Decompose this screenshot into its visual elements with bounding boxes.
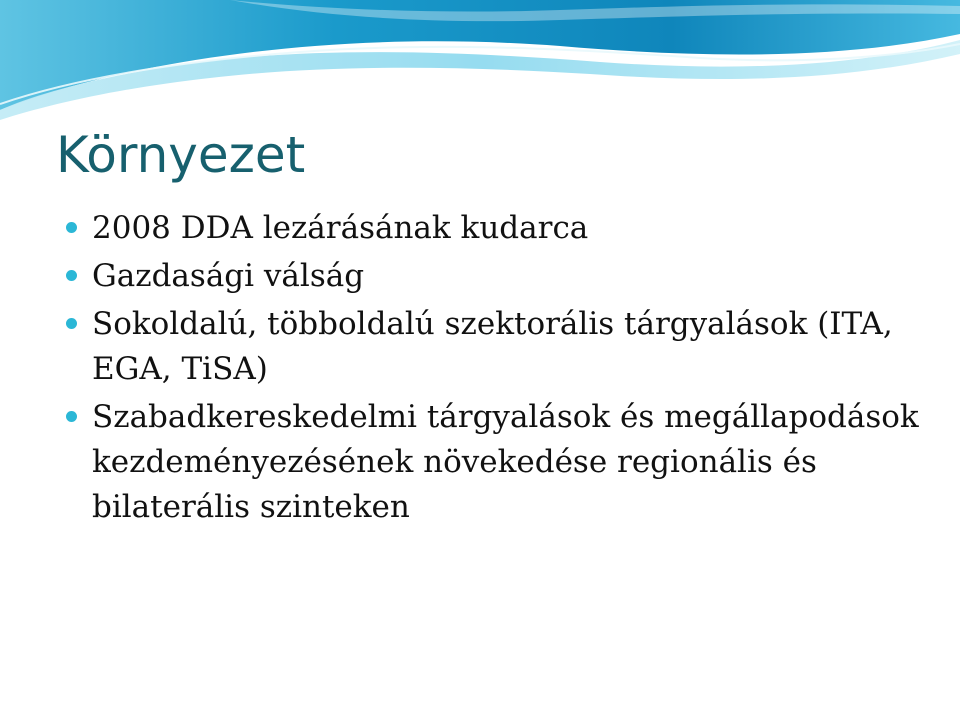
- bullet-icon: [66, 318, 77, 329]
- bullet-item: [66, 254, 926, 299]
- bullet-icon: [66, 270, 77, 281]
- bullet-text: Szabadkereskedelmi tárgyalások és megállapodások kezdeményezésének növekedése regionális és bilaterális szinteken: [92, 399, 919, 525]
- bullet-item: [66, 302, 926, 392]
- bullet-text: Gazdasági válság: [92, 258, 365, 294]
- bullet-list: [66, 206, 926, 533]
- wave-banner-icon: [0, 0, 960, 120]
- bullet-text: 2008 DDA lezárásának kudarca: [92, 210, 589, 246]
- slide-title: Környezet: [56, 126, 306, 184]
- bullet-text: Sokoldalú, többoldalú szektorális tárgyalások (ITA, EGA, TiSA): [92, 306, 893, 387]
- bullet-item: [66, 206, 926, 251]
- bullet-icon: [66, 222, 77, 233]
- bullet-icon: [66, 411, 77, 422]
- bullet-item: [66, 395, 926, 530]
